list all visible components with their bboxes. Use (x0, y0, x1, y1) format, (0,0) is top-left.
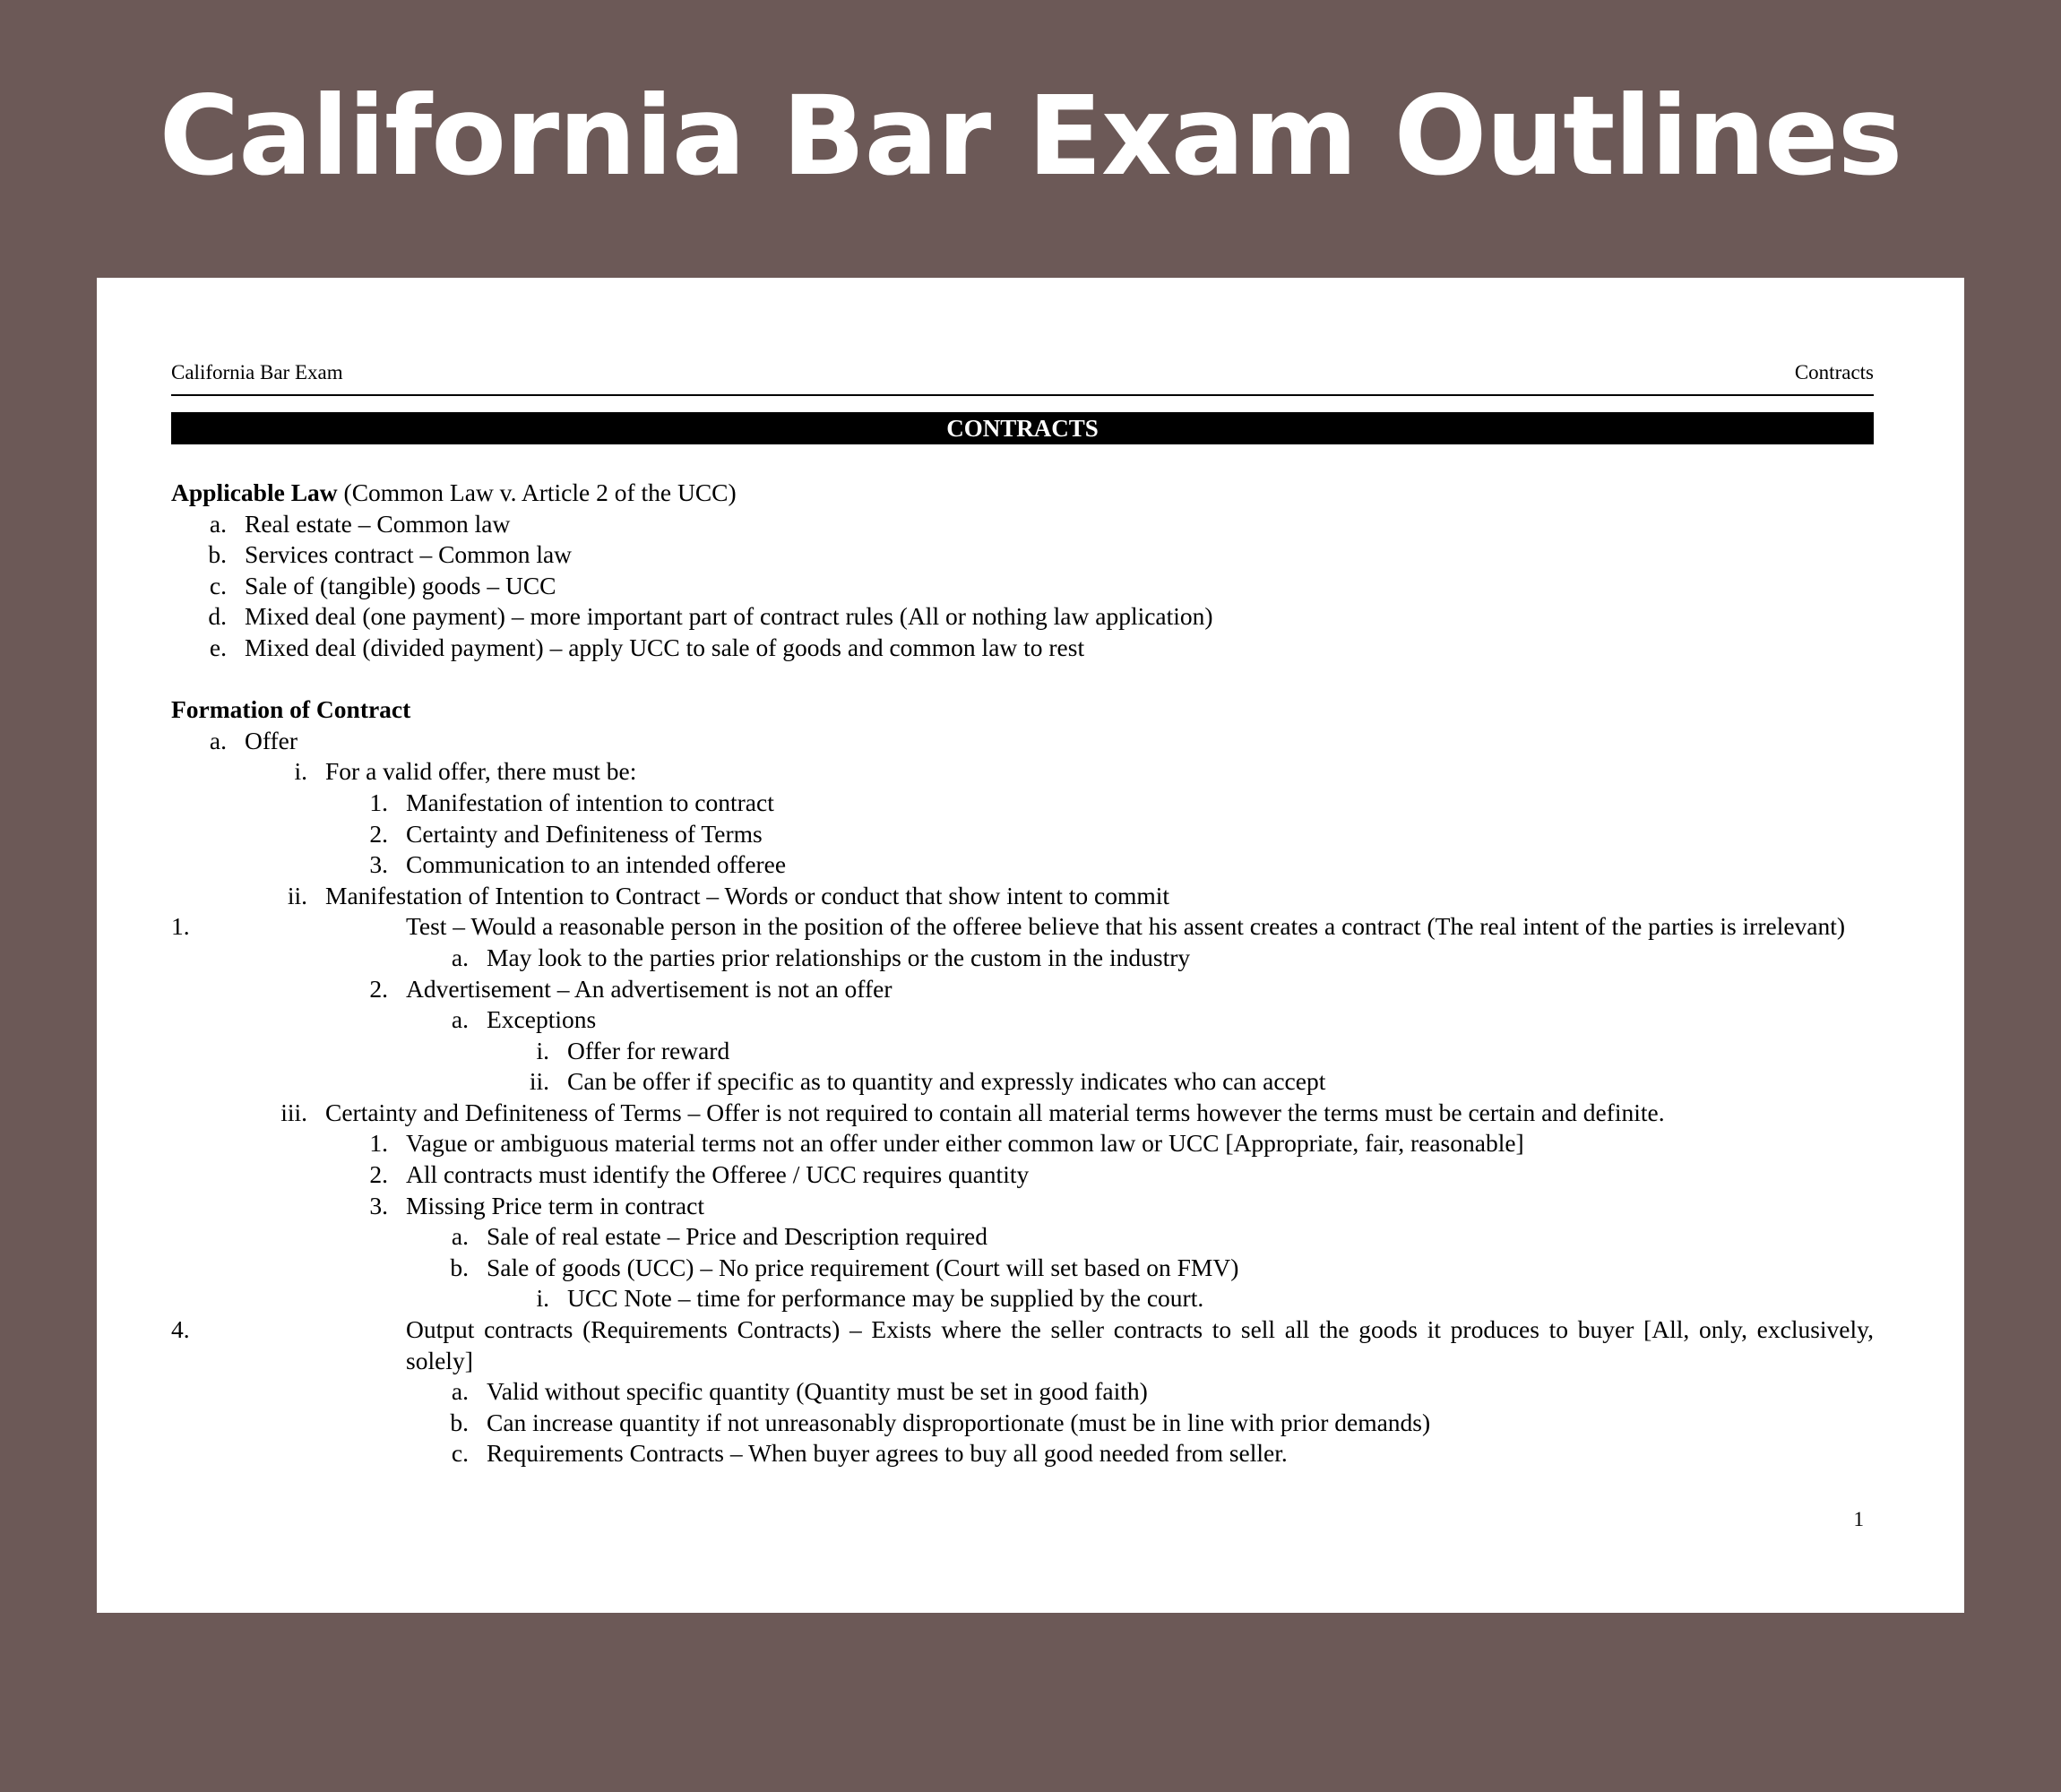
applicable-law-subtitle: (Common Law v. Article 2 of the UCC) (337, 478, 737, 506)
list-item (171, 1098, 1874, 1129)
list-text: For a valid offer, there must be: (325, 757, 637, 786)
list-marker: a. (451, 1222, 469, 1251)
banner-title: California Bar Exam Outlines (159, 73, 1902, 200)
list-item (171, 1159, 1874, 1191)
list-item (171, 943, 1874, 974)
list-marker: 4. (171, 1315, 190, 1344)
list-marker: i. (294, 757, 307, 786)
list-item (171, 1283, 1874, 1314)
applicable-law-heading-line (171, 478, 1874, 509)
list-marker: 1. (171, 912, 190, 941)
list-marker: ii. (529, 1067, 549, 1096)
header-right: Contracts (1794, 361, 1874, 383)
list-text: Manifestation of intention to contract (406, 788, 774, 816)
list-marker: a. (209, 509, 227, 538)
list-item (171, 1191, 1874, 1222)
list-item (171, 509, 1874, 540)
running-header (171, 357, 1874, 396)
list-text: Can be offer if specific as to quantity and expressly indicates who can accept (567, 1067, 1326, 1096)
list-text: Can increase quantity if not unreasonably disproportionate (must be in line with prior demands) (487, 1408, 1431, 1436)
list-item (171, 1066, 1874, 1098)
list-marker: c. (209, 571, 227, 599)
list-item (171, 1438, 1874, 1469)
list-marker: c. (451, 1439, 469, 1468)
list-item (171, 911, 1874, 943)
list-marker: a. (451, 943, 469, 971)
list-marker: 1. (369, 788, 388, 816)
list-text: All contracts must identify the Offeree / UCC requires quantity (406, 1160, 1030, 1189)
list-item (171, 1314, 1874, 1376)
list-marker: i. (536, 1284, 549, 1313)
section-title-bar: CONTRACTS (171, 412, 1874, 444)
header-left: California Bar Exam (171, 361, 343, 383)
list-text: Output contracts (Requirements Contracts) – Exists where the seller contracts to sell all the goods it produces to buyer [All, only, exclusively, solely] (406, 1315, 1874, 1374)
list-item (171, 1128, 1874, 1159)
list-text: Communication to an intended offeree (406, 850, 787, 879)
list-marker: b. (208, 540, 227, 569)
list-item (171, 788, 1874, 819)
list-text: Offer for reward (567, 1036, 730, 1064)
list-item (171, 1376, 1874, 1408)
list-item (171, 539, 1874, 571)
list-text: Certainty and Definiteness of Terms – Offer is not required to contain all material terms however the terms must be certain and definite. (325, 1098, 1665, 1126)
list-item (171, 849, 1874, 881)
list-marker: b. (450, 1253, 469, 1281)
list-marker: 3. (369, 1191, 388, 1219)
list-marker: iii. (280, 1098, 307, 1126)
list-text: Requirements Contracts – When buyer agrees to buy all good needed from seller. (487, 1439, 1288, 1468)
list-item (171, 1004, 1874, 1036)
list-text: Services contract – Common law (245, 540, 573, 569)
list-marker: 3. (369, 850, 388, 879)
list-marker: b. (450, 1408, 469, 1436)
list-item (171, 601, 1874, 633)
list-marker: 2. (369, 974, 388, 1003)
list-text: Valid without specific quantity (Quantity must be set in good faith) (487, 1377, 1148, 1406)
list-marker: a. (451, 1377, 469, 1406)
list-text: Vague or ambiguous material terms not an offer under either common law or UCC [Appropriate, fair, reasonable] (406, 1129, 1524, 1158)
list-item (171, 726, 1874, 757)
list-text: Test – Would a reasonable person in the position of the offeree believe that his assent creates a contract (The real intent of the parties is irrelevant) (406, 912, 1846, 941)
list-text: Advertisement – An advertisement is not an offer (406, 974, 893, 1003)
list-text: Sale of real estate – Price and Description required (487, 1222, 987, 1251)
list-text: Missing Price term in contract (406, 1191, 704, 1219)
outline-body (171, 478, 1874, 1469)
list-text: Mixed deal (divided payment) – apply UCC to sale of goods and common law to rest (245, 633, 1085, 661)
list-text: Sale of (tangible) goods – UCC (245, 571, 556, 599)
spacer (171, 664, 1874, 695)
list-marker: i. (536, 1036, 549, 1064)
list-marker: a. (209, 726, 227, 754)
list-text: May look to the parties prior relationships or the custom in the industry (487, 943, 1191, 971)
page-number: 1 (1853, 1508, 1864, 1530)
list-text: Exceptions (487, 1005, 597, 1034)
list-marker: a. (451, 1005, 469, 1034)
list-item (171, 1253, 1874, 1284)
list-item (171, 1036, 1874, 1067)
list-item (171, 1408, 1874, 1439)
list-item (171, 633, 1874, 664)
list-text: Mixed deal (one payment) – more important part of contract rules (All or nothing law application) (245, 602, 1213, 631)
list-item (171, 819, 1874, 850)
formation-heading: Formation of Contract (171, 695, 411, 724)
applicable-law-heading: Applicable Law (171, 478, 338, 506)
list-text: Sale of goods (UCC) – No price requirement (Court will set based on FMV) (487, 1253, 1239, 1281)
list-marker: d. (208, 602, 227, 631)
list-item (171, 1221, 1874, 1253)
list-text: Certainty and Definiteness of Terms (406, 819, 763, 848)
list-text: Real estate – Common law (245, 509, 511, 538)
list-marker: 2. (369, 1160, 388, 1189)
list-marker: 1. (369, 1129, 388, 1158)
document-page (97, 278, 1964, 1613)
list-marker: ii. (287, 881, 307, 909)
list-text: UCC Note – time for performance may be supplied by the court. (567, 1284, 1204, 1313)
list-item (171, 881, 1874, 912)
list-text: Offer (245, 726, 298, 754)
list-marker: e. (209, 633, 227, 661)
list-item (171, 974, 1874, 1005)
list-marker: 2. (369, 819, 388, 848)
list-text: Manifestation of Intention to Contract – Words or conduct that show intent to commit (325, 881, 1170, 909)
list-item (171, 571, 1874, 602)
list-item (171, 756, 1874, 788)
